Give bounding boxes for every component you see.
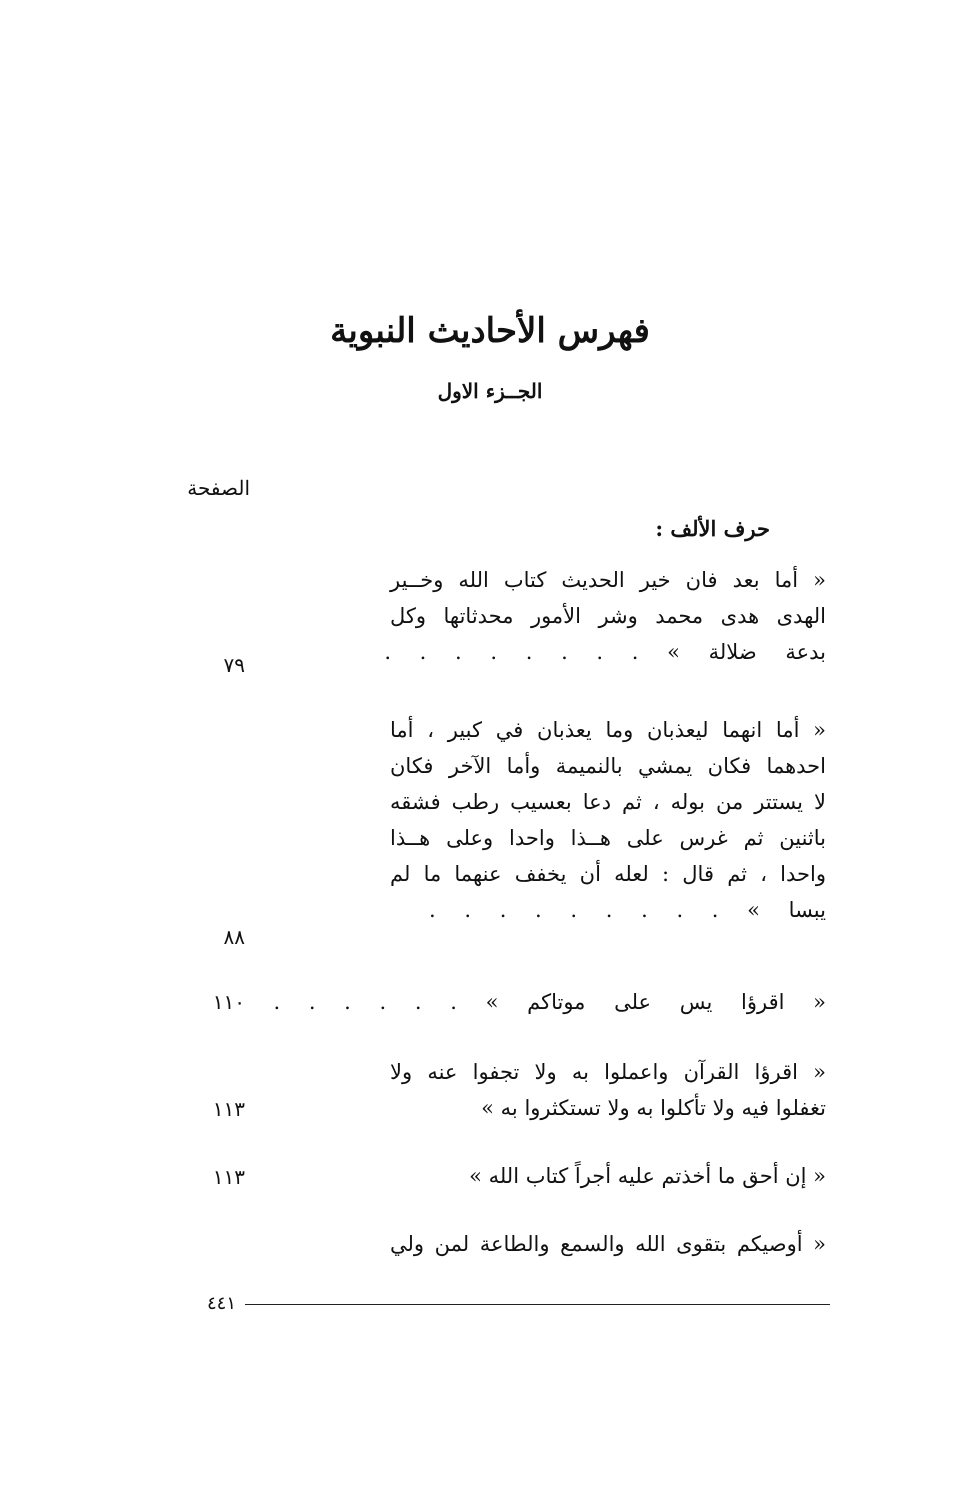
hadith-text <box>390 1158 826 1194</box>
hadith-line: « أوصيكم بتقوى الله والسمع والطاعة لمن ولي <box>390 1232 826 1256</box>
hadith-text <box>390 1226 826 1262</box>
hadith-line: باثنين ثم غرس على هــذا واحدا وعلى هــذا <box>390 826 826 850</box>
hadith-line: « إن أحق ما أخذتم عليه أجراً كتاب الله » <box>469 1164 826 1188</box>
hadith-line: تغفلوا فيه ولا تأكلوا به ولا تستكثروا به » <box>481 1096 826 1120</box>
hadith-text <box>390 712 826 928</box>
hadith-line: « أما بعد فان خير الحديث كتاب الله وخــير <box>390 568 826 592</box>
page-number: ١١٣ <box>212 1097 245 1121</box>
hadith-line: « اقرؤا يس على موتاكم » . . . . . . <box>273 990 826 1014</box>
page-number: ٨٨ <box>223 925 245 949</box>
hadith-line: لا يستتر من بوله ، ثم دعا بعسيب رطب فشقه <box>390 790 826 814</box>
footer-divider <box>245 1304 830 1305</box>
page-number: ١١٣ <box>212 1165 245 1189</box>
hadith-text <box>273 984 826 1020</box>
hadith-line: احدهما فكان يمشي بالنميمة وأما الآخر فكان <box>390 754 826 778</box>
index-title: فهرس الأحاديث النبوية <box>330 311 650 351</box>
section-heading: حرف الألف : <box>655 516 770 541</box>
hadith-line: واحدا ، ثم قال : لعله أن يخفف عنهما ما لم <box>390 862 826 886</box>
hadith-line: بدعة ضلالة » . . . . . . . . <box>384 640 826 664</box>
hadith-text <box>390 1054 826 1126</box>
footer-page-number: ٤٤١ <box>206 1293 236 1314</box>
volume-subtitle: الجــزء الاول <box>437 379 543 403</box>
hadith-line: « أما انهما ليعذبان وما يعذبان في كبير ، أما <box>390 718 826 742</box>
hadith-line: « اقرؤا القرآن واعملوا به ولا تجفوا عنه ولا <box>390 1060 826 1084</box>
page-number: ١١٠ <box>212 990 245 1014</box>
hadith-line: يبسا » . . . . . . . . . <box>429 898 826 922</box>
hadith-text <box>384 562 826 670</box>
page-column-label: الصفحة <box>187 476 250 500</box>
page-number: ٧٩ <box>223 653 245 677</box>
hadith-line: الهدى هدى محمد وشر الأمور محدثاتها وكل <box>390 604 826 628</box>
